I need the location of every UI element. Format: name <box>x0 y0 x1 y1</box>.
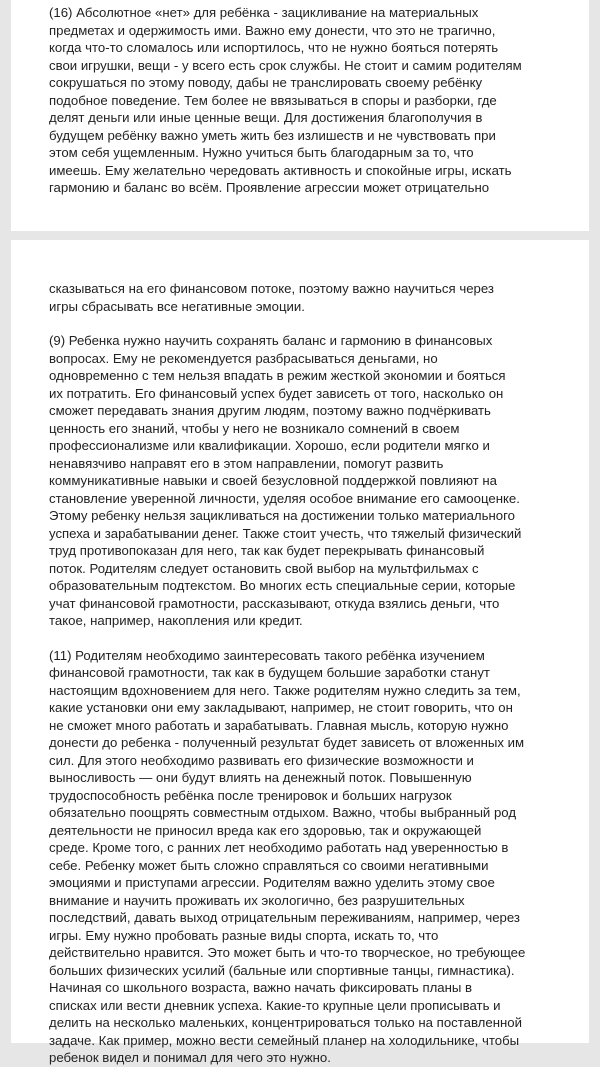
paragraph-spacer <box>49 630 559 647</box>
paragraph-16: (16) Абсолютное «нет» для ребёнка - зацикливание на материальных предметах и одержимость ими. Важно ему донести, что это не трагично, когда что-то сломалось или испортилось, что не нужно бояться потерять свои игрушки, вещи - у всего есть срок службы. Не стоит и самим родителям сокрушаться по этому поводу, дабы не транслировать своему ребёнку подобное поведение. Тем более не ввязываться в споры и разборки, где делят деньги или иные ценные вещи. Для достижения благополучия в будущем ребёнку важно уметь жить без излишеств и не чувствовать при этом себя ущемленным. Нужно учиться быть благодарным за то, что имеешь. Ему желательно чередовать активность и спокойные игры, искать гармонию и баланс во всём. Проявление агрессии может отрицательно <box>49 5 522 195</box>
paragraph-9: (9) Ребенка нужно научить сохранять баланс и гармонию в финансовых вопросах. Ему не рекомендуется разбрасываться деньгами, но одновременно с тем нельзя впадать в режим жесткой экономии и бояться их потратить. Его финансовый успех будет зависеть от того, насколько он сможет передавать знания другим людям, поэтому важно подчёркивать ценность его знаний, чтобы у него не возникало сомнений в своем профессионализме или квалификации. Хорошо, если родители мягко и ненавязчиво направят его в этом направлении, помогут развить коммуникативные навыки и своей безусловной поддержкой повлияют на становление уверенной личности, уделяя особое внимание его самооценке. Этому ребенку нельзя зацикливаться на достижении только материального успеха и зарабатывании денег. Также стоит учесть, что тяжелый физический труд противопоказан для него, так как будет перекрывать финансовый поток. Родителям следует остановить свой выбор на мультфильмах с образовательным подтекстом. Во многих есть специальные серии, которые учат финансовой грамотности, рассказывают, откуда взялись деньги, что такое, например, накопления или кредит. <box>49 333 522 628</box>
paragraph-16-continued: сказываться на его финансовом потоке, поэтому важно научиться через игры сбрасывать все негативные эмоции. <box>49 281 494 314</box>
document-page-2 <box>11 240 589 1065</box>
paragraph-11: (11) Родителям необходимо заинтересовать такого ребёнка изучением финансовой грамотности, так как в будущем большие заработки станут настоящим вдохновением для него. Также родителям нужно следить за тем, какие установки они ему закладывают, например, не стоит говорить, что он не сможет много работать и зарабатывать. Главная мысль, которую нужно донести до ребенка - полученный результат будет зависеть от вложенных им сил. Для этого необходимо развивать его физические возможности и выносливость — они будут влиять на денежный поток. Повышенную трудоспособность ребёнка после тренировок и больших нагрузок обязательно поощрять совместным отдыхом. Важно, чтобы выбранный род деятельности не приносил вреда как его здоровью, так и окружающей среде. Кроме того, с ранних лет необходимо работать над уверенностью в себе. Ребенку может быть сложно справляться со своими негативными эмоциями и приступами агрессии. Родителям важно уделить этому свое внимание и научить проживать их экологично, без разрушительных последствий, давать выход отрицательным переживаниям, например, через игры. Ему нужно пробовать разные виды спорта, искать то, что действительно нравится. Это может быть и что-то творческое, но требующее больших физических усилий (бальные или спортивные танцы, гимнастика). Начиная со школьного возраста, важно начать фиксировать планы в списках или вести дневник успеха. Какие-то крупные цели прописывать и делить на несколько маленьких, концентрироваться только на поставленной задаче. Как пример, можно вести семейный планер на холодильнике, чтобы ребенок видел и понимал для чего это нужно. <box>49 647 526 1065</box>
paragraph-spacer <box>49 315 559 332</box>
document-page-1 <box>11 0 589 231</box>
